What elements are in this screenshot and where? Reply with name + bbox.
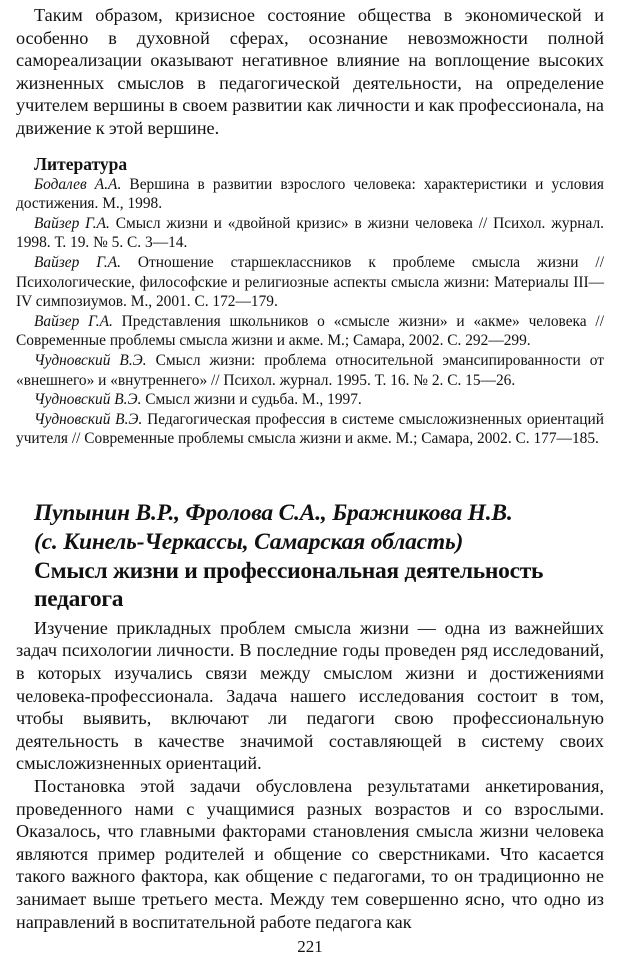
article-paragraph: Постановка этой задачи обусловлена результатами анкетирования, проведенного нами с учащимися разных возрастов и со взрослыми. Оказалось, что главными факторами становления смысла жизни человека являются пример родителей и общение со сверстниками. Что касается такого важного фактора, как общение с педагогами, то он традиционно не занимает выше третьего места. Между тем совершенно ясно, что одно из направлений в воспитательной работе педагога как [16, 776, 604, 932]
article-header [34, 499, 604, 614]
reference-author: Чудновский В.Э. [34, 391, 142, 409]
reference-item [16, 175, 604, 214]
reference-item [16, 351, 604, 390]
reference-text: Представления школьников о «смысле жизни» и «акме» человека // Современные проблемы смысла жизни и акме. М.; Самара, 2002. С. 292—299. [16, 312, 604, 350]
reference-author: Бодалев А.А. [34, 175, 122, 193]
reference-author: Чудновский В.Э. [34, 351, 147, 369]
literature-heading: Литература [34, 153, 128, 174]
reference-item [16, 214, 604, 253]
reference-author: Вайзер Г.А. [34, 312, 113, 330]
reference-author: Вайзер Г.А. [34, 253, 121, 271]
reference-item [16, 390, 604, 410]
reference-text: Смысл жизни: проблема относительной эмансипированности от «внешнего» и «внутреннего» // Психол. журнал. 1995. Т. 16. № 2. С. 15—26. [16, 351, 604, 389]
reference-text: Отношение старшеклассников к проблеме смысла жизни // Психологические, философские и религиозные аспекты смысла жизни: Материалы III—IV симпозиумов. М., 2001. С. 172—179. [16, 253, 604, 311]
article-body [16, 617, 604, 933]
article-place: (с. Кинель-Черкассы, Самарская область) [34, 528, 464, 555]
reference-item [16, 253, 604, 312]
article-title: Смысл жизни и профессиональная деятельность педагога [34, 557, 544, 613]
reference-item [16, 312, 604, 351]
reference-text: Смысл жизни и судьба. М., 1997. [141, 391, 362, 409]
reference-author: Вайзер Г.А. [34, 214, 110, 232]
literature-section [16, 153, 604, 449]
intro-paragraph: Таким образом, кризисное состояние общества в экономической и особенно в духовной сферах, осознание невозможности полной самореализации оказывают негативное влияние на воплощение высоких жизненных смыслов в педагогической деятельности, на определение учителем вершины в своем развитии как личности и как профессионала, на движение к этой вершине. [16, 5, 604, 138]
page-number: 221 [297, 937, 323, 956]
reference-item [16, 410, 604, 449]
reference-author: Чудновский В.Э. [34, 410, 143, 428]
article-authors: Пупынин В.Р., Фролова С.А., Бражникова Н.В. [34, 499, 513, 526]
article-paragraph: Изучение прикладных проблем смысла жизни — одна из важнейших задач психологии личности. В последние годы проведен ряд исследований, в которых изучались связи между смыслом жизни и достижениями человека-профессионала. Задача нашего исследования состоит в том, чтобы выявить, включают ли педагоги свою профессиональную деятельность в качестве значимой составляющей в систему своих смысложизненных ориентаций. [16, 617, 604, 774]
reference-text: Педагогическая профессия в системе смысложизненных ориентаций учителя // Современные проблемы смысла жизни и акме. М.; Самара, 2002. С. 177—185. [16, 410, 604, 448]
reference-text: Вершина в развитии взрослого человека: характеристики и условия достижения. М., 1998. [16, 175, 604, 213]
reference-text: Смысл жизни и «двойной кризис» в жизни человека // Психол. журнал. 1998. Т. 19. № 5. С. 3—14. [16, 214, 604, 252]
